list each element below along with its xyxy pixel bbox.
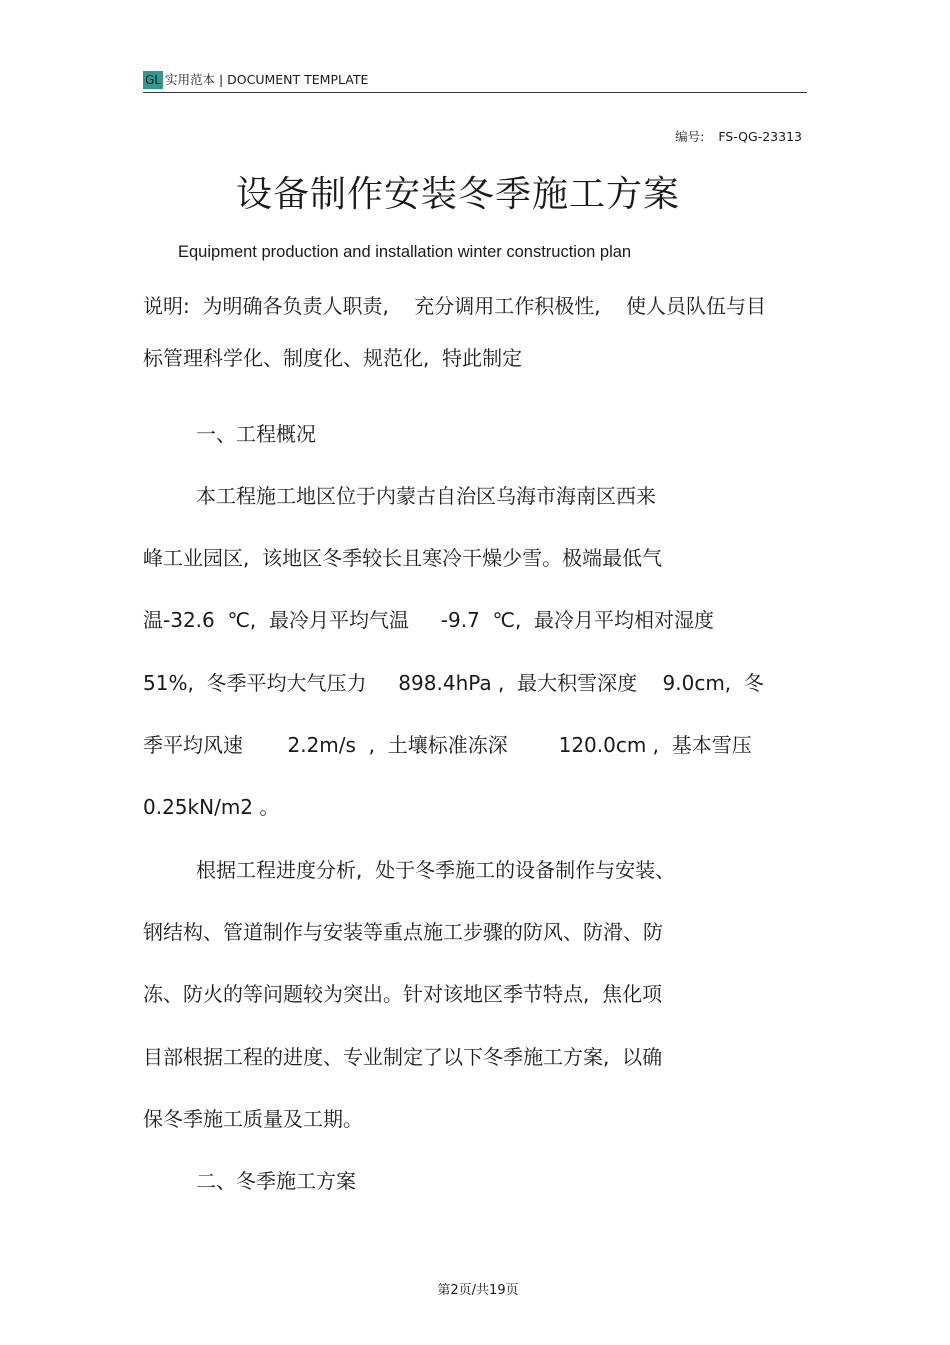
- paragraph-line: 目部根据工程的进度、专业制定了以下冬季施工方案, 以确: [143, 1045, 663, 1069]
- section-heading: 二、冬季施工方案: [196, 1169, 356, 1193]
- intro-line: 标管理科学化、制度化、规范化, 特此制定: [143, 346, 523, 370]
- paragraph-line: 0.25kN/m2 。: [143, 795, 280, 819]
- paragraph-line: 冻、防火的等问题较为突出。针对该地区季节特点, 焦化项: [143, 982, 663, 1006]
- paragraph-line: 季平均风速 2.2m/s , 土壤标准冻深 120.0cm , 基本雪压: [143, 733, 752, 757]
- document-number-value: FS-QG-23313: [718, 129, 802, 144]
- document-number: [675, 127, 802, 145]
- paragraph-line: 钢结构、管道制作与安装等重点施工步骤的防风、防滑、防: [143, 920, 663, 944]
- section-heading: 一、工程概况: [196, 422, 316, 446]
- paragraph-line: 本工程施工地区位于内蒙古自治区乌海市海南区西来: [196, 484, 656, 508]
- paragraph-line: 根据工程进度分析, 处于冬季施工的设备制作与安装、: [196, 858, 676, 882]
- document-subtitle: Equipment production and installation winter construction plan: [178, 243, 632, 261]
- page-header: [143, 70, 807, 93]
- page-footer: 第2页/共19页: [437, 1283, 519, 1298]
- paragraph-line: 温-32.6 ℃, 最冷月平均气温 -9.7 ℃, 最冷月平均相对湿度: [143, 608, 715, 632]
- header-logo: GL: [145, 73, 161, 87]
- paragraph-line: 保冬季施工质量及工期。: [143, 1107, 363, 1131]
- document-title: 设备制作安装冬季施工方案: [235, 174, 680, 215]
- paragraph-line: 峰工业园区, 该地区冬季较长且寒冷干燥少雪。极端最低气: [143, 546, 663, 570]
- header-text: 实用范本 | DOCUMENT TEMPLATE: [165, 72, 369, 87]
- intro-line: 说明: 为明确各负责人职责, 充分调用工作积极性, 使人员队伍与目: [143, 294, 767, 318]
- document-number-label: 编号:: [675, 129, 705, 144]
- paragraph-line: 51%, 冬季平均大气压力 898.4hPa , 最大积雪深度 9.0cm, 冬: [143, 671, 764, 695]
